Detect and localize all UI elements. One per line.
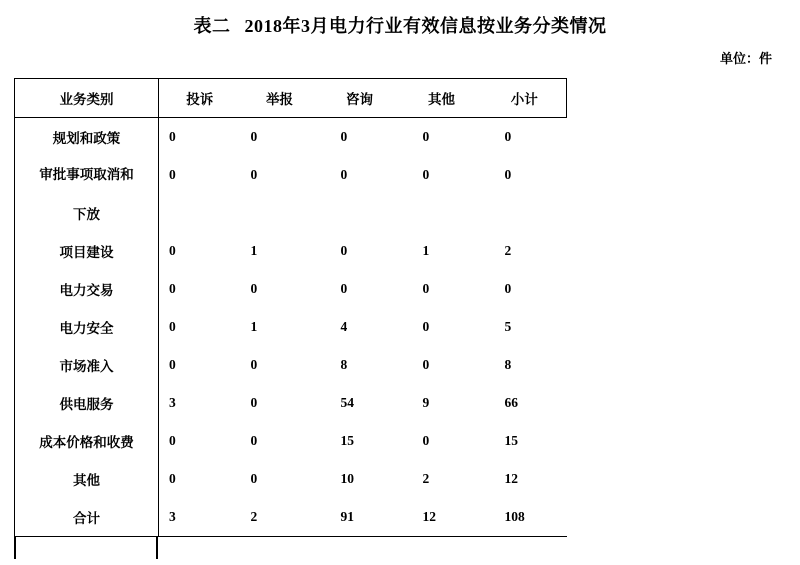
cell-complaint: 0 bbox=[169, 281, 176, 296]
cell-other: 0 bbox=[422, 433, 430, 448]
cell-complaint: 3 bbox=[159, 498, 241, 537]
cell-subtotal: 12 bbox=[504, 471, 518, 486]
cell-inquiry: 8 bbox=[340, 357, 348, 372]
column-header-subtotal: 小计 bbox=[483, 79, 567, 118]
cell-inquiry: 54 bbox=[340, 395, 354, 410]
column-header-complaint: 投诉 bbox=[159, 79, 241, 118]
cell-report: 0 bbox=[250, 395, 258, 410]
table-inner-border-extension bbox=[156, 537, 158, 559]
cell-report: 0 bbox=[250, 167, 258, 182]
cell-complaint: 0 bbox=[169, 319, 176, 334]
row-label: 规划和政策 bbox=[15, 118, 159, 157]
cell-subtotal: 0 bbox=[504, 129, 512, 144]
cell-subtotal: 0 bbox=[504, 167, 512, 182]
cell-subtotal: 15 bbox=[504, 433, 518, 448]
cell-other: 1 bbox=[422, 243, 430, 258]
row-label: 其他 bbox=[15, 460, 159, 498]
cell-complaint: 0 bbox=[169, 167, 176, 182]
cell-report: 1 bbox=[250, 243, 258, 258]
cell-other: 9 bbox=[422, 395, 430, 410]
cell-inquiry: 4 bbox=[340, 319, 348, 334]
cell-other: 12 bbox=[401, 498, 483, 537]
table-row-continuation bbox=[15, 194, 567, 232]
table-row bbox=[15, 156, 567, 194]
row-label: 项目建设 bbox=[15, 232, 159, 270]
cell-inquiry: 0 bbox=[340, 167, 348, 182]
table-header-row bbox=[15, 79, 567, 118]
cell-report: 0 bbox=[250, 281, 258, 296]
table-row bbox=[15, 308, 567, 346]
row-label: 电力安全 bbox=[15, 308, 159, 346]
cell-complaint: 0 bbox=[169, 129, 176, 144]
cell-other: 0 bbox=[422, 357, 430, 372]
cell-other: 2 bbox=[422, 471, 430, 486]
cell-empty bbox=[483, 194, 567, 232]
cell-other: 0 bbox=[422, 319, 430, 334]
cell-other: 0 bbox=[422, 281, 430, 296]
cell-report: 2 bbox=[241, 498, 319, 537]
row-label-line1: 审批事项取消和 bbox=[39, 166, 134, 182]
cell-complaint: 0 bbox=[169, 471, 176, 486]
table-row bbox=[15, 118, 567, 157]
cell-complaint: 0 bbox=[169, 243, 176, 258]
row-label: 市场准入 bbox=[15, 346, 159, 384]
cell-report: 1 bbox=[250, 319, 258, 334]
table-row-total bbox=[15, 498, 567, 537]
cell-report: 0 bbox=[250, 357, 258, 372]
statistics-table bbox=[14, 78, 567, 537]
table-row bbox=[15, 232, 567, 270]
table-row bbox=[15, 384, 567, 422]
cell-report: 0 bbox=[250, 433, 258, 448]
cell-inquiry: 10 bbox=[340, 471, 354, 486]
cell-inquiry: 0 bbox=[340, 281, 348, 296]
cell-empty bbox=[159, 194, 241, 232]
cell-subtotal: 8 bbox=[504, 357, 512, 372]
row-label: 成本价格和收费 bbox=[15, 422, 159, 460]
row-label bbox=[15, 156, 159, 194]
statistics-table-container bbox=[14, 78, 566, 537]
cell-subtotal: 0 bbox=[504, 281, 512, 296]
table-row bbox=[15, 460, 567, 498]
row-label: 电力交易 bbox=[15, 270, 159, 308]
column-header-report: 举报 bbox=[241, 79, 319, 118]
cell-report: 0 bbox=[250, 471, 258, 486]
cell-other: 0 bbox=[422, 167, 430, 182]
cell-other: 0 bbox=[422, 129, 430, 144]
cell-empty bbox=[319, 194, 401, 232]
unit-note: 单位：件 bbox=[719, 51, 772, 66]
page-title-label: 表二 bbox=[193, 16, 231, 36]
cell-complaint: 3 bbox=[169, 395, 176, 410]
table-row bbox=[15, 422, 567, 460]
cell-subtotal: 2 bbox=[504, 243, 512, 258]
cell-empty bbox=[401, 194, 483, 232]
row-label-line2: 下放 bbox=[15, 194, 159, 232]
column-header-inquiry: 咨询 bbox=[319, 79, 401, 118]
cell-subtotal: 5 bbox=[504, 319, 512, 334]
cell-complaint: 0 bbox=[169, 357, 176, 372]
cell-empty bbox=[241, 194, 319, 232]
cell-complaint: 0 bbox=[169, 433, 176, 448]
cell-inquiry: 0 bbox=[340, 129, 348, 144]
table-row bbox=[15, 346, 567, 384]
table-left-border-extension bbox=[14, 537, 16, 559]
column-header-category: 业务类别 bbox=[15, 79, 159, 118]
cell-inquiry: 15 bbox=[340, 433, 354, 448]
page-title-text: 2018年3月电力行业有效信息按业务分类情况 bbox=[244, 16, 607, 36]
cell-inquiry: 91 bbox=[319, 498, 401, 537]
column-header-other: 其他 bbox=[401, 79, 483, 118]
row-label: 合计 bbox=[15, 498, 159, 537]
cell-report: 0 bbox=[250, 129, 258, 144]
row-label: 供电服务 bbox=[15, 384, 159, 422]
table-row bbox=[15, 270, 567, 308]
cell-inquiry: 0 bbox=[340, 243, 348, 258]
cell-subtotal: 108 bbox=[483, 498, 567, 537]
page-title bbox=[0, 12, 800, 38]
cell-subtotal: 66 bbox=[504, 395, 518, 410]
